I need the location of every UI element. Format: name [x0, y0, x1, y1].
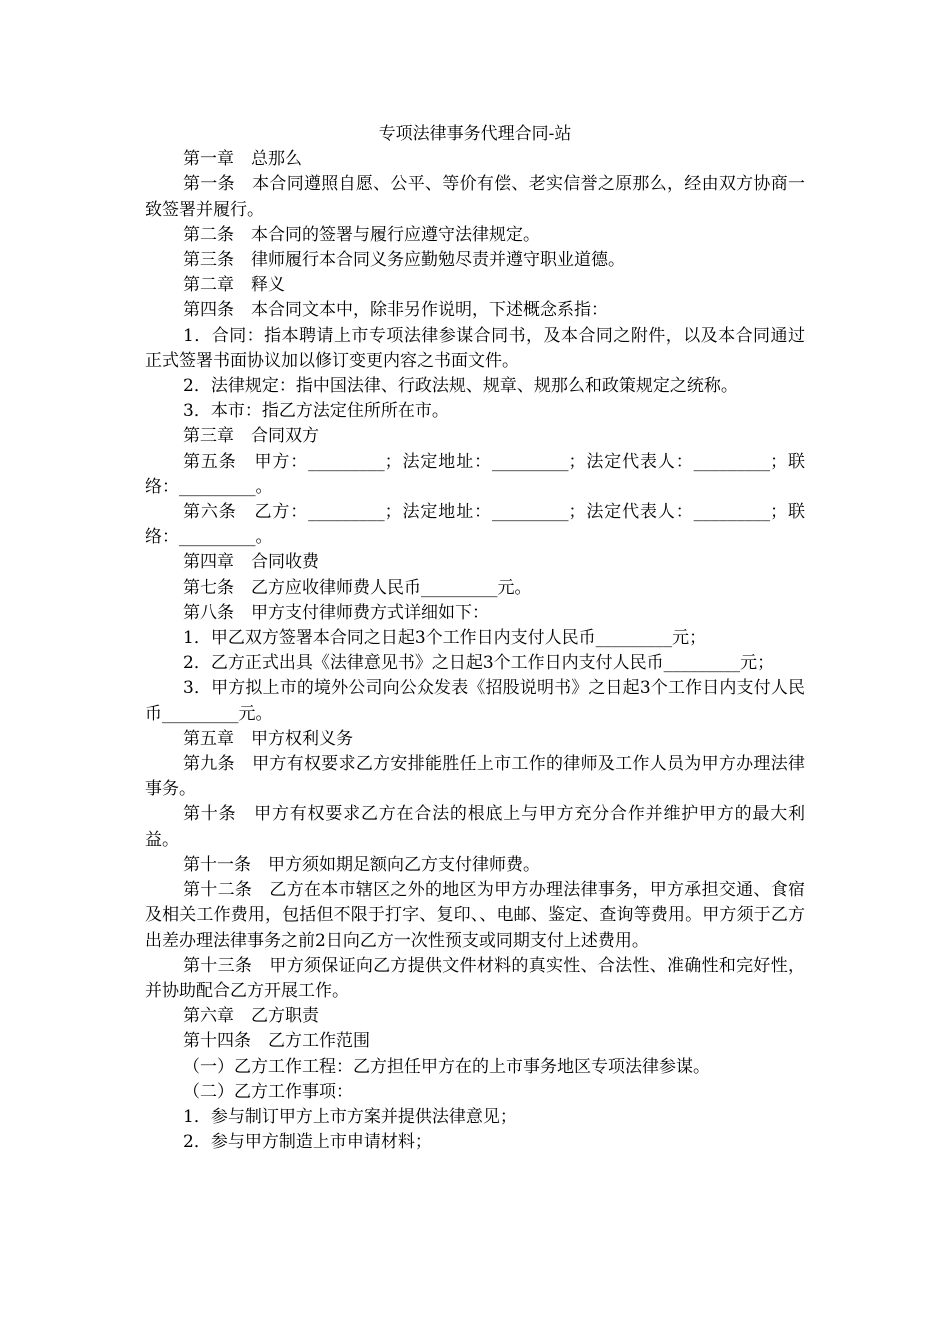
paragraph: 1．参与制订甲方上市方案并提供法律意见；	[183, 1106, 517, 1127]
paragraph: 第七条 乙方应收律师费人民币_________元。	[183, 577, 532, 598]
document-title: 专项法律事务代理合同-站	[378, 124, 572, 144]
paragraph: 第十四条 乙方工作范围	[183, 1031, 370, 1052]
paragraph: 第六条 乙方：_________；法定地址：_________；法定代表人：_________；联络：_________。	[145, 502, 805, 548]
paragraph: 1．甲乙双方签署本合同之日起3个工作日内支付人民币_________元；	[183, 628, 707, 649]
chapter-heading: 第一章 总那么	[183, 149, 302, 170]
document-page	[145, 122, 805, 1155]
paragraph: 3．甲方拟上市的境外公司向公众发表《招股说明书》之日起3个工作日内支付人民币_________元。	[145, 678, 805, 724]
chapter-heading: 第四章 合同收费	[183, 552, 319, 573]
paragraph: 2．参与甲方制造上市申请材料；	[183, 1132, 432, 1153]
paragraph: （一）乙方工作工程：乙方担任甲方在的上市事务地区专项法律参谋。	[183, 1056, 710, 1077]
paragraph: 第十一条 甲方须如期足额向乙方支付律师费。	[183, 854, 540, 875]
paragraph: 第五条 甲方：_________；法定地址：_________；法定代表人：_________；联络：_________。	[145, 451, 805, 497]
paragraph: 第十条 甲方有权要求乙方在合法的根底上与甲方充分合作并维护甲方的最大利益。	[145, 804, 805, 850]
paragraph: 第九条 甲方有权要求乙方安排能胜任上市工作的律师及工作人员为甲方办理法律事务。	[145, 754, 805, 800]
chapter-heading: 第五章 甲方权利义务	[183, 728, 353, 749]
chapter-heading: 第三章 合同双方	[183, 426, 319, 447]
paragraph: 2．法律规定：指中国法律、行政法规、规章、规那么和政策规定之统称。	[183, 376, 738, 397]
paragraph: 第二条 本合同的签署与履行应遵守法律规定。	[183, 224, 540, 245]
paragraph: 3．本市：指乙方法定住所所在市。	[183, 401, 449, 422]
chapter-heading: 第二章 释义	[183, 275, 285, 296]
paragraph: 第八条 甲方支付律师费方式详细如下：	[183, 602, 489, 623]
paragraph: 1．合同：指本聘请上市专项法律参谋合同书，及本合同之附件，以及本合同通过正式签署书面协议加以修订变更内容之书面文件。	[145, 325, 805, 371]
paragraph: 第十三条 甲方须保证向乙方提供文件材料的真实性、合法性、准确性和完好性，并协助配合乙方开展工作。	[145, 955, 805, 1001]
paragraph: 第一条 本合同遵照自愿、公平、等价有偿、老实信誉之原那么，经由双方协商一致签署并履行。	[145, 174, 805, 220]
paragraph: 第十二条 乙方在本市辖区之外的地区为甲方办理法律事务，甲方承担交通、食宿及相关工作费用，包括但不限于打字、复印、、电邮、鉴定、查询等费用。甲方须于乙方出差办理法律事务之前2日向乙方一次性预支或同期支付上述费用。	[145, 880, 805, 951]
paragraph: （二）乙方工作事项：	[183, 1081, 353, 1102]
paragraph: 2．乙方正式出具《法律意见书》之日起3个工作日内支付人民币_________元；	[183, 653, 775, 674]
paragraph: 第四条 本合同文本中，除非另作说明，下述概念系指：	[183, 300, 608, 321]
paragraph: 第三条 律师履行本合同义务应勤勉尽责并遵守职业道德。	[183, 250, 625, 271]
chapter-heading: 第六章 乙方职责	[183, 1006, 319, 1027]
